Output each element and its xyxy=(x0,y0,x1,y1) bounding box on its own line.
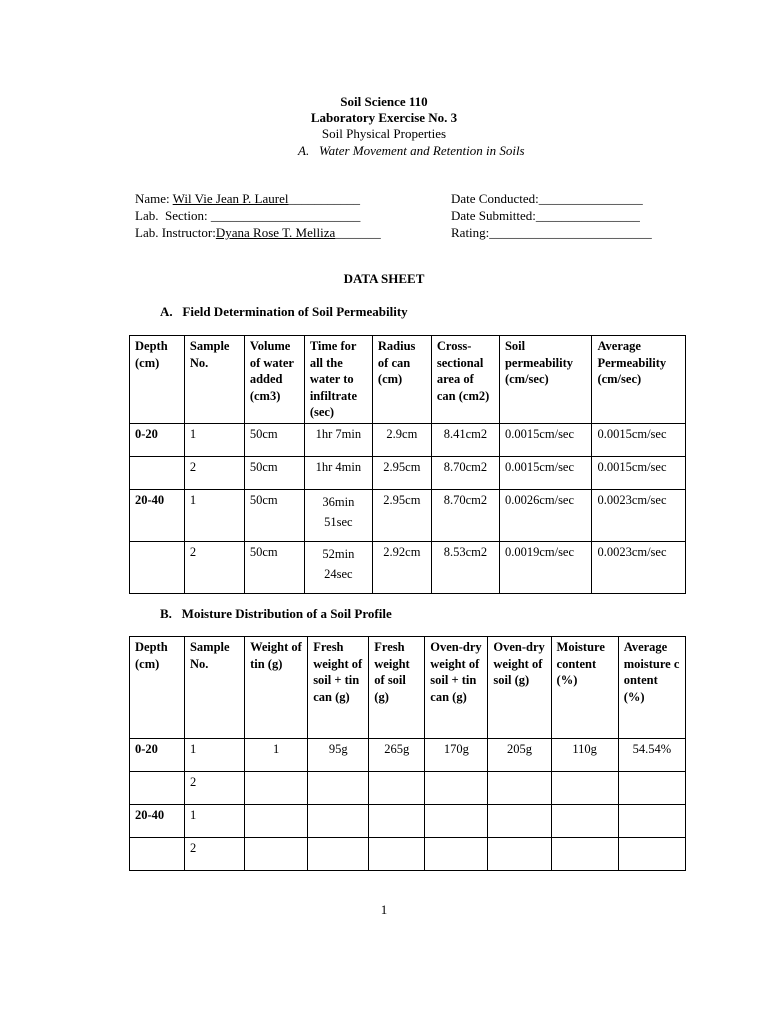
cell-time: 1hr 4min xyxy=(304,456,372,489)
cell-radius: 2.95cm xyxy=(372,456,431,489)
header-radius: Radius of can (cm) xyxy=(372,336,431,424)
table-row xyxy=(130,838,686,871)
subtopic-title: A. Water Movement and Retention in Soils xyxy=(298,143,525,158)
cell-ovendry-soil-tin xyxy=(425,805,488,838)
cell-fresh-soil-tin: 95g xyxy=(308,739,369,772)
header-ovendry-soil: Oven-dry weight of soil (g) xyxy=(488,637,551,739)
cell-fresh-soil: 265g xyxy=(369,739,425,772)
cell-fresh-soil xyxy=(369,838,425,871)
header-avg-moisture: Average moisture content (%) xyxy=(618,637,685,739)
cell-avg-moisture: 54.54% xyxy=(618,739,685,772)
cell-permeability: 0.0026cm/sec xyxy=(499,489,591,541)
header-area: Cross-sectional area of can (cm2) xyxy=(431,336,499,424)
cell-sample: 1 xyxy=(184,423,244,456)
cell-fresh-soil-tin xyxy=(308,772,369,805)
table-header-row xyxy=(130,336,686,424)
cell-time: 36min 51sec xyxy=(304,489,372,541)
cell-tin-weight xyxy=(245,805,308,838)
cell-area: 8.70cm2 xyxy=(431,489,499,541)
header-sample-no: Sample No. xyxy=(184,336,244,424)
cell-ovendry-soil: 205g xyxy=(488,739,551,772)
cell-tin-weight xyxy=(245,838,308,871)
date-submitted: Date Submitted:________________ xyxy=(451,208,640,223)
table-header-row xyxy=(130,637,686,739)
cell-depth xyxy=(130,838,185,871)
cell-tin-weight: 1 xyxy=(245,739,308,772)
section-label: Lab. Section: xyxy=(135,208,211,223)
header-avg-permeability: Average Permeability (cm/sec) xyxy=(592,336,686,424)
topic-title: Soil Physical Properties xyxy=(321,126,447,141)
cell-avg-moisture xyxy=(618,838,685,871)
cell-area: 8.41cm2 xyxy=(431,423,499,456)
header-ovendry-soil-tin: Oven-dry weight of soil + tin can (g) xyxy=(425,637,488,739)
cell-sample: 1 xyxy=(184,739,244,772)
cell-time: 1hr 7min xyxy=(304,423,372,456)
cell-moisture-content xyxy=(551,772,618,805)
instructor-line xyxy=(135,224,381,241)
cell-sample: 2 xyxy=(184,456,244,489)
date-conducted: Date Conducted:________________ xyxy=(451,191,643,206)
cell-depth: 20-40 xyxy=(130,489,185,541)
header-moisture-content: Moisture content (%) xyxy=(551,637,618,739)
name-label: Name: xyxy=(135,191,173,206)
header-permeability: Soil permeability (cm/sec) xyxy=(499,336,591,424)
moisture-table xyxy=(129,636,686,871)
header-volume: Volume of water added (cm3) xyxy=(244,336,304,424)
cell-fresh-soil xyxy=(369,772,425,805)
header-sample-no: Sample No. xyxy=(184,637,244,739)
student-name: Wil Vie Jean P. Laurel xyxy=(172,191,289,206)
table-row xyxy=(130,805,686,838)
cell-ovendry-soil xyxy=(488,805,551,838)
exercise-title: Laboratory Exercise No. 3 xyxy=(310,110,458,125)
cell-ovendry-soil xyxy=(488,838,551,871)
table-row xyxy=(130,739,686,772)
cell-permeability: 0.0015cm/sec xyxy=(499,423,591,456)
cell-sample: 1 xyxy=(184,805,244,838)
permeability-table xyxy=(129,335,686,594)
cell-area: 8.70cm2 xyxy=(431,456,499,489)
cell-avg-permeability: 0.0023cm/sec xyxy=(592,541,686,593)
header-fresh-soil-tin: Fresh weight of soil + tin can (g) xyxy=(308,637,369,739)
name-blank: ___________ xyxy=(288,191,360,206)
cell-ovendry-soil-tin xyxy=(425,838,488,871)
section-a-title: A. Field Determination of Soil Permeability xyxy=(160,304,408,319)
cell-avg-moisture xyxy=(618,805,685,838)
cell-avg-permeability: 0.0023cm/sec xyxy=(592,489,686,541)
rating: Rating:_________________________ xyxy=(451,225,652,240)
cell-fresh-soil-tin xyxy=(308,805,369,838)
cell-ovendry-soil-tin xyxy=(425,772,488,805)
cell-depth: 20-40 xyxy=(130,805,185,838)
cell-depth: 0-20 xyxy=(130,423,185,456)
table-row xyxy=(130,456,686,489)
table-row xyxy=(130,489,686,541)
data-sheet-title: DATA SHEET xyxy=(343,271,425,286)
cell-radius: 2.95cm xyxy=(372,489,431,541)
cell-moisture-content xyxy=(551,838,618,871)
cell-permeability: 0.0019cm/sec xyxy=(499,541,591,593)
cell-avg-moisture xyxy=(618,772,685,805)
cell-fresh-soil xyxy=(369,805,425,838)
name-line xyxy=(135,190,360,207)
section-line xyxy=(135,207,360,224)
cell-depth xyxy=(130,541,185,593)
cell-sample: 2 xyxy=(184,541,244,593)
cell-ovendry-soil-tin: 170g xyxy=(425,739,488,772)
cell-ovendry-soil xyxy=(488,772,551,805)
cell-fresh-soil-tin xyxy=(308,838,369,871)
instructor-blank: _______ xyxy=(335,225,381,240)
cell-moisture-content: 110g xyxy=(551,739,618,772)
cell-sample: 2 xyxy=(184,772,244,805)
table-row xyxy=(130,772,686,805)
cell-sample: 2 xyxy=(184,838,244,871)
cell-depth: 0-20 xyxy=(130,739,185,772)
cell-depth xyxy=(130,456,185,489)
instructor-label: Lab. Instructor: xyxy=(135,225,216,240)
header-depth: Depth (cm) xyxy=(130,637,185,739)
cell-radius: 2.92cm xyxy=(372,541,431,593)
cell-depth xyxy=(130,772,185,805)
cell-volume: 50cm xyxy=(244,456,304,489)
header-depth: Depth (cm) xyxy=(130,336,185,424)
cell-sample: 1 xyxy=(184,489,244,541)
table-row xyxy=(130,423,686,456)
section-b-title: B. Moisture Distribution of a Soil Profile xyxy=(160,606,392,621)
course-title: Soil Science 110 xyxy=(340,94,428,109)
cell-avg-permeability: 0.0015cm/sec xyxy=(592,423,686,456)
cell-permeability: 0.0015cm/sec xyxy=(499,456,591,489)
page-number: 1 xyxy=(380,902,388,917)
cell-volume: 50cm xyxy=(244,423,304,456)
header-time: Time for all the water to infiltrate (sec) xyxy=(304,336,372,424)
cell-volume: 50cm xyxy=(244,541,304,593)
cell-moisture-content xyxy=(551,805,618,838)
cell-time: 52min 24sec xyxy=(304,541,372,593)
header-tin-weight: Weight of tin (g) xyxy=(245,637,308,739)
cell-tin-weight xyxy=(245,772,308,805)
section-blank: _______________________ xyxy=(210,208,361,223)
cell-radius: 2.9cm xyxy=(372,423,431,456)
cell-avg-permeability: 0.0015cm/sec xyxy=(592,456,686,489)
instructor-name: Dyana Rose T. Melliza xyxy=(215,225,336,240)
cell-area: 8.53cm2 xyxy=(431,541,499,593)
header-fresh-soil: Fresh weight of soil (g) xyxy=(369,637,425,739)
cell-volume: 50cm xyxy=(244,489,304,541)
table-row xyxy=(130,541,686,593)
